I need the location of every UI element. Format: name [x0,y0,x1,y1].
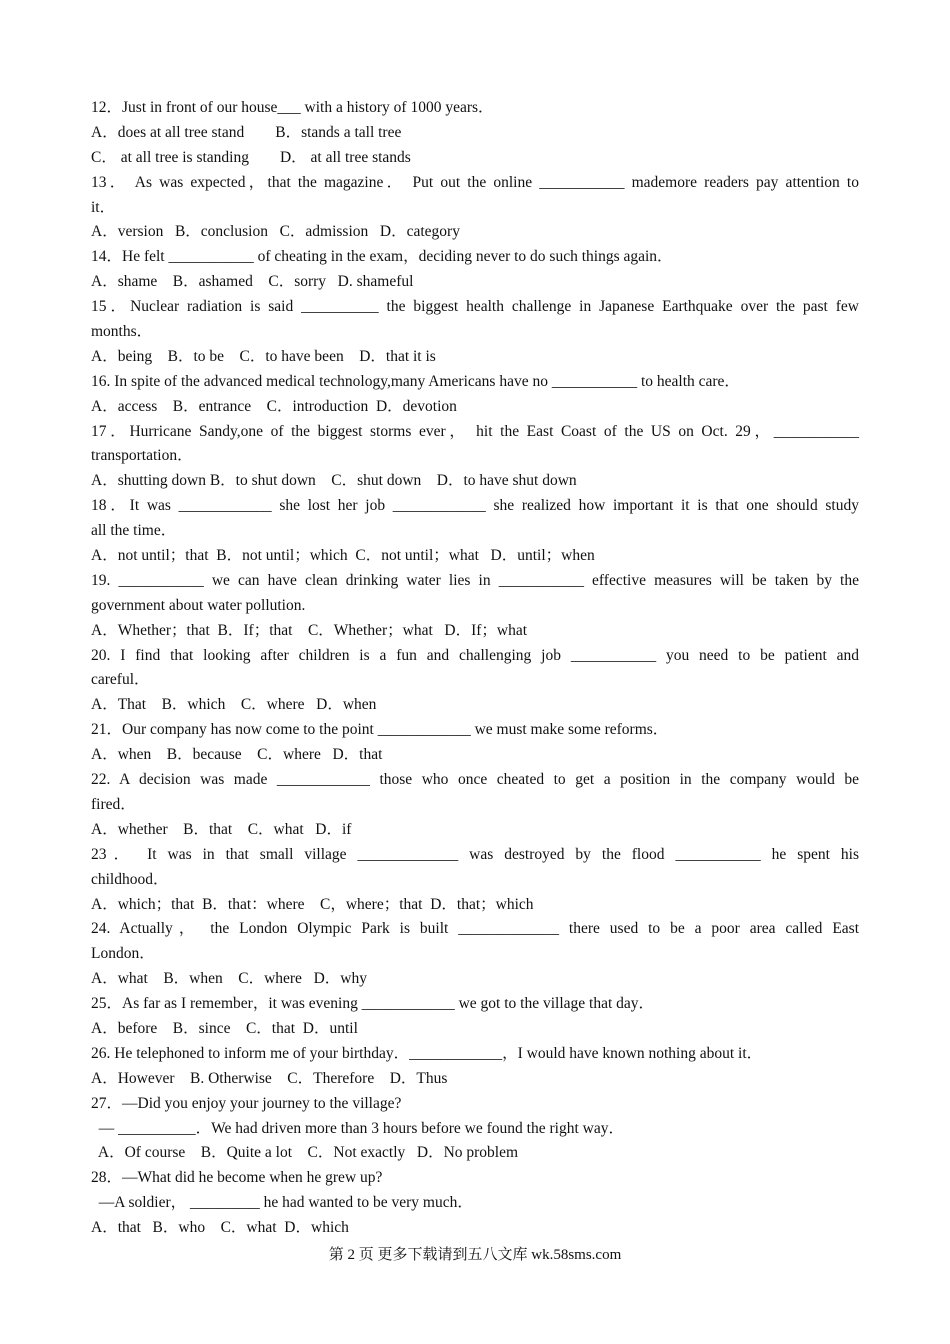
text-line: 21．Our company has now come to the point ____________ we must make some reforms． [91,721,669,739]
text-line: A．being B．to be C．to have been D．that it is [91,347,436,365]
text-line: 22. A decision was made ____________ those who once cheated to get a position in the company would be [91,771,859,789]
text-line: 19. ___________ we can have clean drinking water lies in ___________ effective measures will be taken by the [91,571,859,589]
text-line: 12．Just in front of our house___ with a history of 1000 years． [91,99,494,116]
text-line: fired． [91,795,136,813]
page-footer: 第 2 页 更多下载请到五八文库 wk.58sms.com [328,1247,622,1263]
text-line: A．access B．entrance C．introduction D．devotion [91,397,457,415]
text-line: 18．It was ____________ she lost her job ____________ she realized how important it is that one should study [91,497,859,515]
text-line: A．However B. Otherwise C．Therefore D．Thus [91,1069,448,1087]
text-line: A．which；that B．that：where C，where；that D．that；which [91,895,534,913]
text-line: months． [91,323,153,341]
text-line: A．version B．conclusion C．admission D．category [91,223,460,241]
text-line: 23． It was in that small village _____________ was destroyed by the flood ___________ he spent his [91,845,859,863]
text-line: A．not until；that B．not until；which C．not until；what D．until；when [91,547,595,565]
text-line: A．that B．who C．what D．which [91,1219,349,1237]
text-line: 14．He felt ___________ of cheating in the exam，deciding never to do such things again． [91,248,673,266]
text-line: A．when B．because C．where D．that [91,746,383,764]
text-line: childhood． [91,870,169,888]
text-line: —A soldier， _________ he had wanted to be very much． [91,1194,473,1212]
text-line: A．shame B．ashamed C．sorry D. shameful [91,273,414,291]
text-line: it． [91,198,116,216]
text-line: A．Of course B．Quite a lot C．Not exactly D．No problem [91,1144,519,1162]
text-line: 28．—What did he become when he grew up? [91,1169,383,1187]
text-line: 17．Hurricane Sandy,one of the biggest storms ever， hit the East Coast of the US on Oct. 29，___________ [91,422,859,440]
text-line: 20. I find that looking after children is a fun and challenging job ___________ you need to be patient and [91,646,859,664]
text-line: all the time． [91,522,177,540]
text-line: 13． As was expected，that the magazine． Put out the online ___________ mademore readers pay attention to [91,173,859,191]
text-line: A．shutting down B．to shut down C．shut down D．to have shut down [91,472,577,490]
text-line: A．before B．since C．that D．until [91,1019,358,1037]
text-line: — __________．We had driven more than 3 hours before we found the right way． [91,1119,624,1137]
question-page [91,96,859,1241]
text-line: 15．Nuclear radiation is said __________ the biggest health challenge in Japanese Earthquake over the past few [91,298,859,316]
text-line: 26. He telephoned to inform me of your birthday．____________，I would have known nothing about it． [91,1044,763,1062]
text-line: A．That B．which C．where D．when [91,696,377,714]
text-line: A．Whether；that B．If；that C．Whether；what D．If；what [91,621,528,639]
text-line: careful． [91,671,150,689]
text-line: 16. In spite of the advanced medical technology,many Americans have no ___________ to health care． [91,372,740,390]
text-line: A．does at all tree stand B．stands a tall tree [91,123,402,141]
text-line: 24. Actually， the London Olympic Park is built _____________ there used to be a poor area called East [91,920,859,938]
text-line: A．what B．when C．where D．why [91,970,367,988]
text-line: 27．—Did you enjoy your journey to the village? [91,1094,402,1112]
text-line: London． [91,945,155,963]
text-line: government about water pollution. [91,596,306,614]
text-line: 25．As far as I remember，it was evening ____________ we got to the village that day． [91,995,655,1013]
text-line: A．whether B．that C．what D．if [91,820,352,838]
text-line: transportation． [91,447,193,465]
text-line: C． at all tree is standing D． at all tree stands [91,148,411,166]
